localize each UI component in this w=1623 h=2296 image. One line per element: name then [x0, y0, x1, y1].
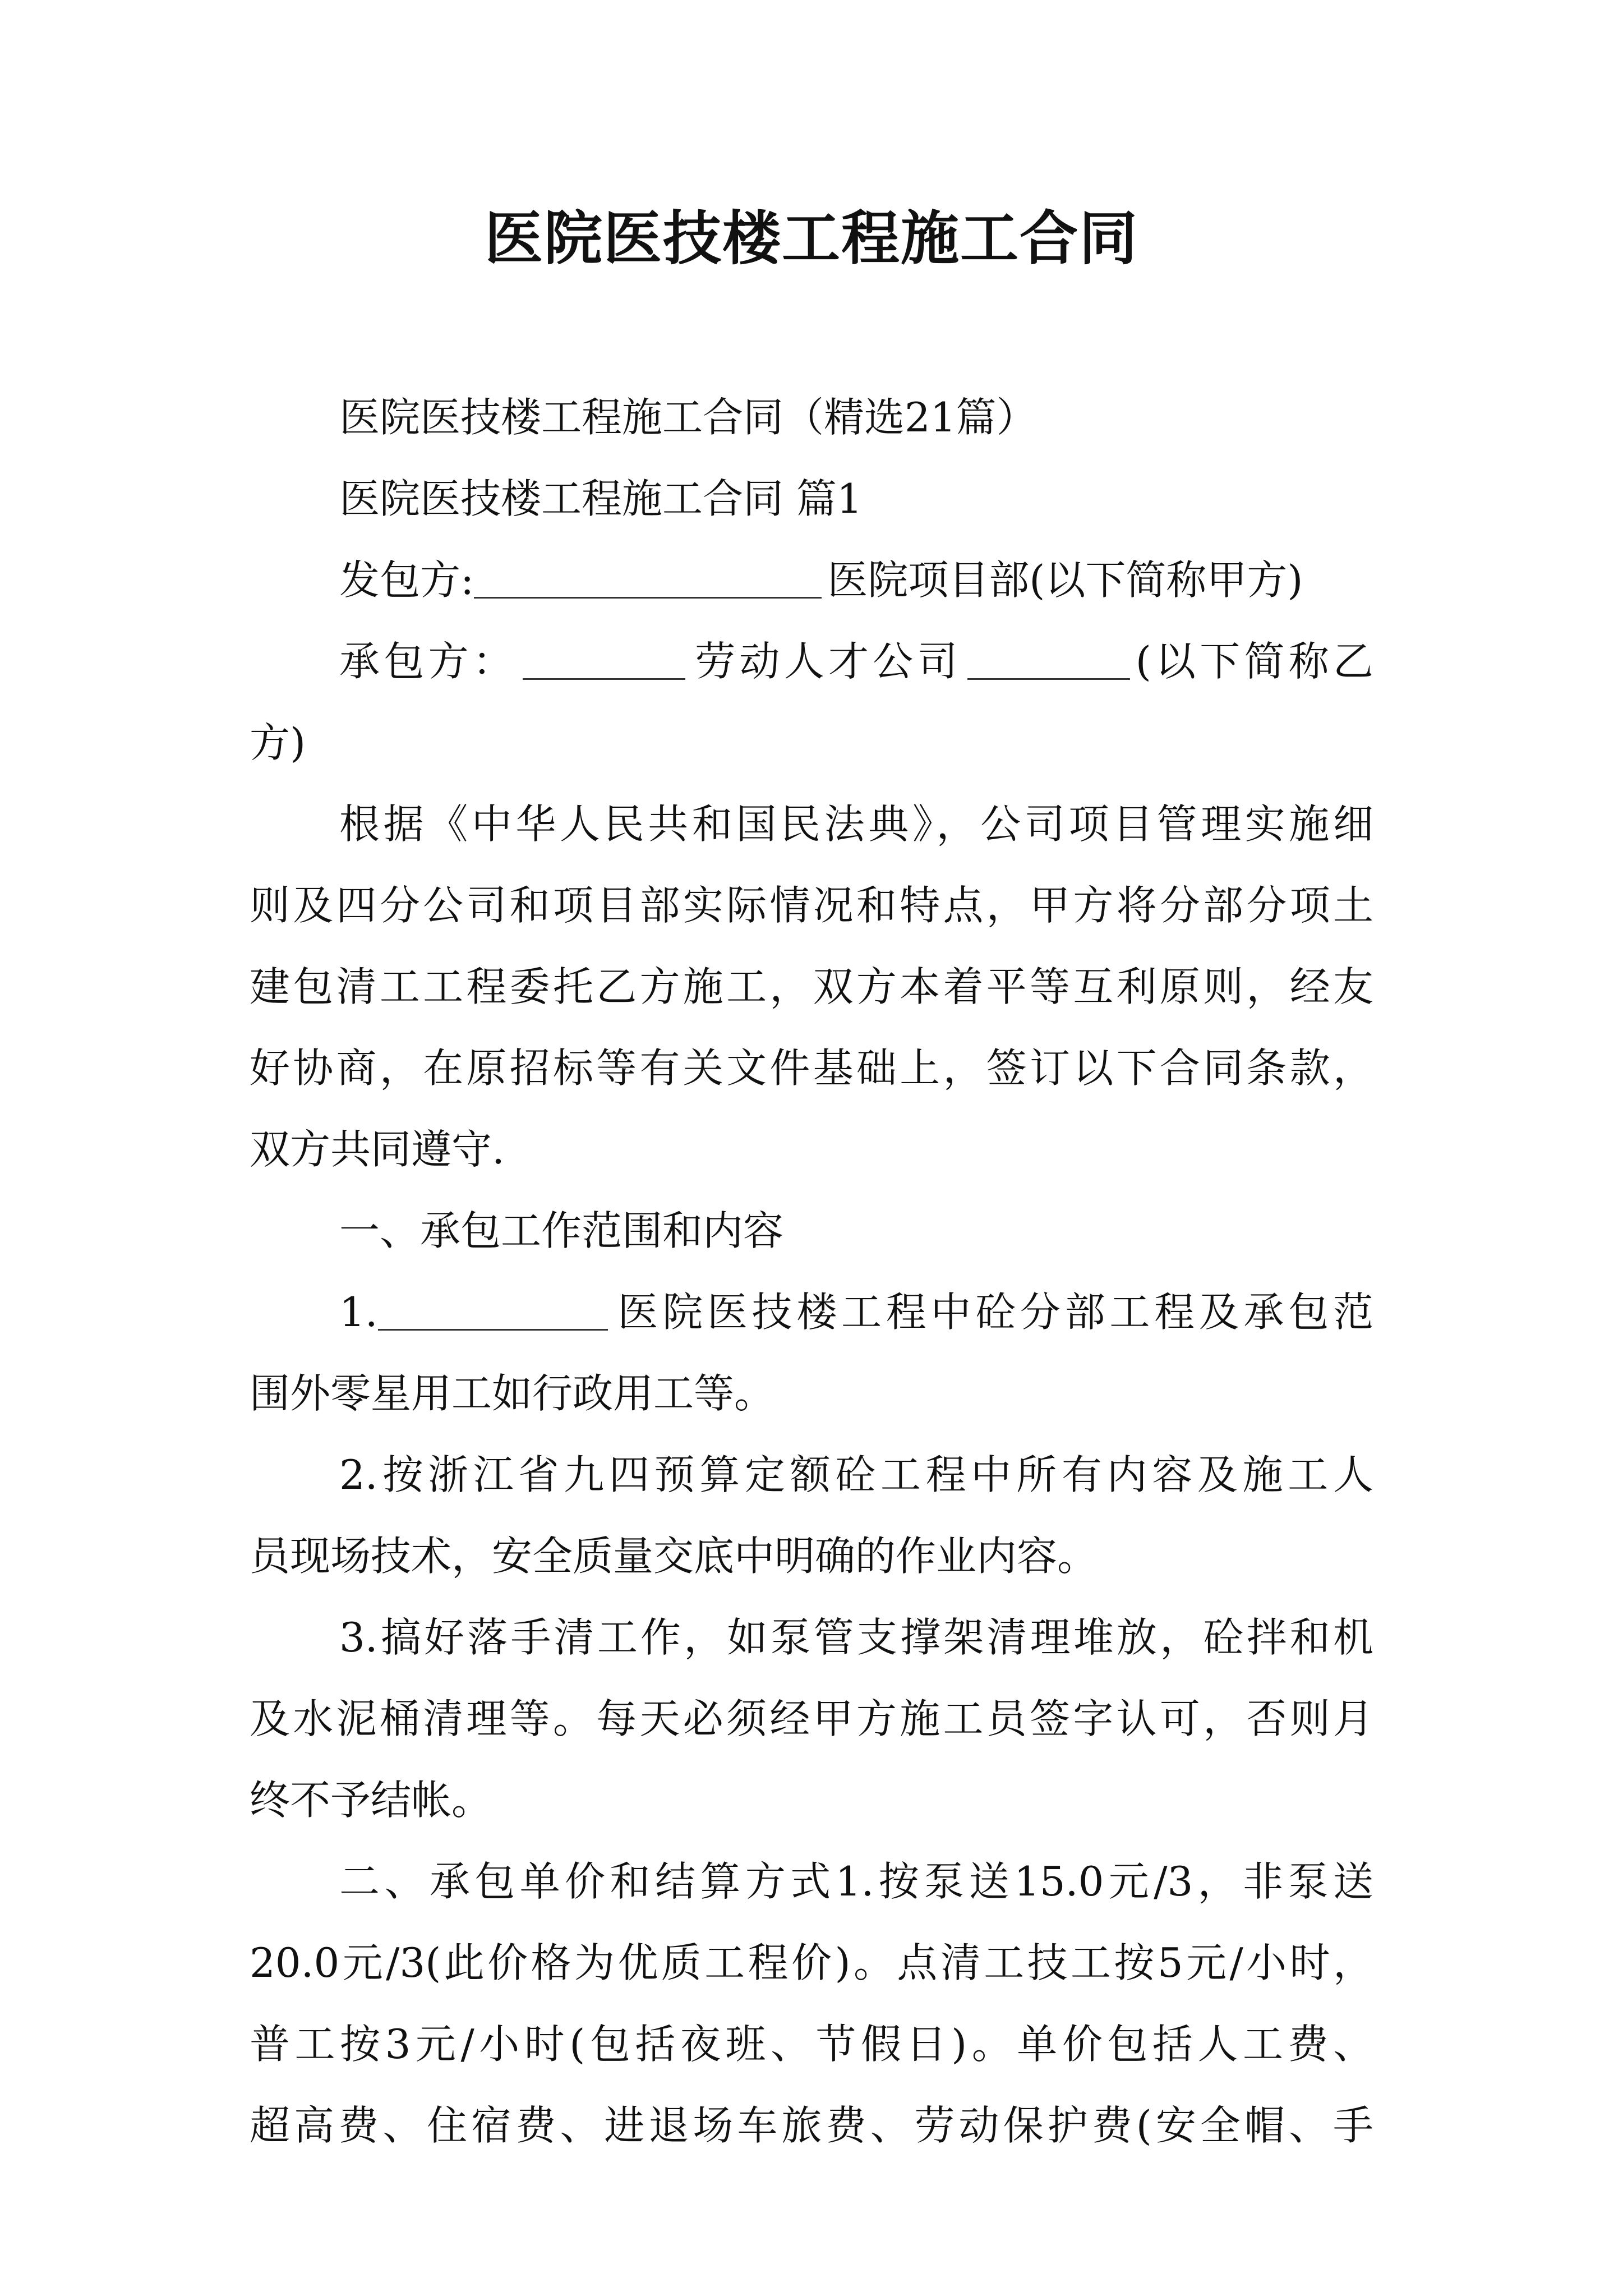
item-1-number: 1.: [339, 1289, 378, 1336]
section-2-line: 20.0元/3(此价格为优质工程价)。点清工技工按5元/小时，: [250, 1939, 1373, 1986]
document-subtitle: 医院医技楼工程施工合同（精选21篇）: [339, 394, 1037, 441]
party-a-line: [250, 540, 1373, 621]
party-a-label: 发包方:: [339, 556, 474, 604]
party-b-label: 承包方：: [339, 638, 517, 685]
item-1-line: [250, 1272, 1373, 1353]
section-2-line: 普工按3元/小时(包括夜班、节假日)。单价包括人工费、: [250, 2021, 1373, 2068]
item-1-blank: [378, 1290, 608, 1331]
item-2-line: 2.按浙江省九四预算定额砼工程中所有内容及施工人: [339, 1451, 1373, 1498]
party-b-blank-1: [523, 639, 685, 680]
section-1-heading: 一、承包工作范围和内容: [339, 1207, 784, 1254]
chapter-heading: 医院医技楼工程施工合同 篇1: [339, 475, 863, 522]
party-b-name: 劳动人才公司: [690, 638, 962, 685]
item-1-text: 医院医技楼工程中砼分部工程及承包范: [613, 1289, 1373, 1336]
party-b-suffix-2: 方): [250, 719, 306, 766]
section-2-line: 超高费、住宿费、进退场车旅费、劳动保护费(安全帽、手: [250, 2102, 1373, 2149]
preamble-line: 建包清工工程委托乙方施工，双方本着平等互利原则，经友: [250, 963, 1373, 1010]
document-title: 医院医技楼工程施工合同: [484, 204, 1138, 273]
party-b-suffix-1: (以下简称乙: [1135, 638, 1373, 685]
section-2-line: 二、承包单价和结算方式1.按泵送15.0元/3，非泵送: [339, 1858, 1373, 1905]
item-2-line: 员现场技术，安全质量交底中明确的作业内容。: [250, 1533, 1098, 1580]
item-3-line: 及水泥桶清理等。每天必须经甲方施工员签字认可，否则月: [250, 1695, 1373, 1742]
item-1-continuation: 围外零星用工如行政用工等。: [250, 1370, 775, 1417]
preamble-line: 双方共同遵守.: [250, 1126, 505, 1173]
party-b-line: [250, 621, 1373, 702]
preamble-line: 根据《中华人民共和国民法典》，公司项目管理实施细: [339, 800, 1373, 848]
document-body: [250, 377, 1373, 2166]
item-3-line: 3.搞好落手清工作，如泵管支撑架清理堆放，砼拌和机: [339, 1614, 1373, 1661]
item-3-line: 终不予结帐。: [250, 1777, 492, 1824]
party-b-blank-2: [967, 639, 1130, 680]
party-a-blank: [474, 558, 822, 599]
party-a-name: 医院项目部(以下简称甲方): [827, 556, 1303, 604]
preamble-line: 则及四分公司和项目部实际情况和特点，甲方将分部分项土: [250, 882, 1373, 929]
preamble-line: 好协商，在原招标等有关文件基础上，签订以下合同条款，: [250, 1045, 1373, 1092]
